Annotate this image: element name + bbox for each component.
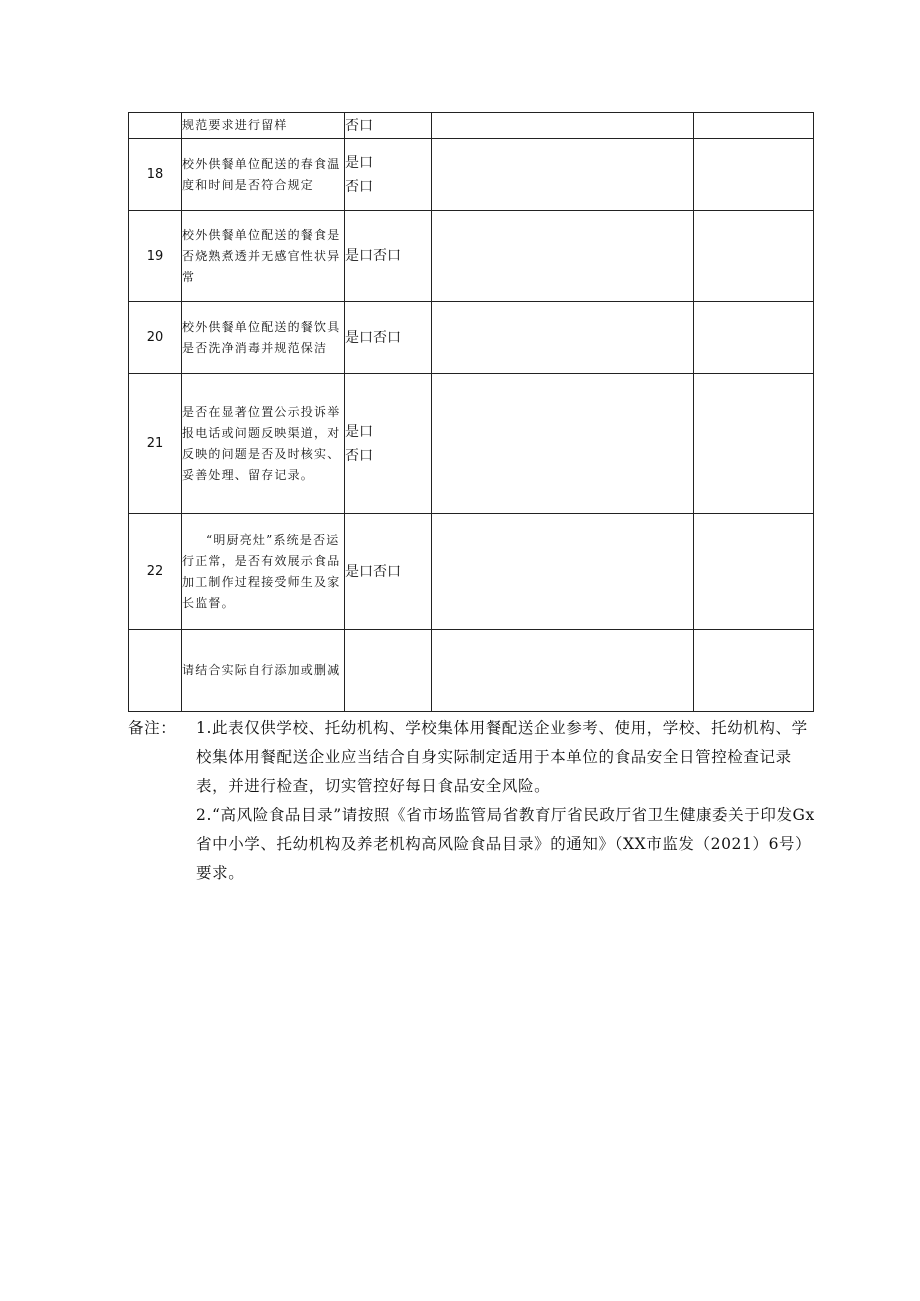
answer-checkbox[interactable]: 是口否口: [345, 514, 432, 630]
record-cell[interactable]: [432, 211, 694, 302]
remark-cell[interactable]: [694, 139, 814, 211]
checklist-sheet: [128, 112, 813, 712]
table-row: [129, 514, 814, 630]
remark-cell[interactable]: [694, 211, 814, 302]
record-cell[interactable]: [432, 302, 694, 374]
record-cell[interactable]: [432, 374, 694, 514]
check-item: “明厨亮灶”系统是否运行正常，是否有效展示食品加工制作过程接受师生及家长监督。: [182, 514, 345, 630]
row-number: 18: [129, 139, 182, 211]
row-number: 21: [129, 374, 182, 514]
check-item: 校外供餐单位配送的春食温度和时间是否符合规定: [182, 139, 345, 211]
remark-cell[interactable]: [694, 374, 814, 514]
check-item: 规范要求进行留样: [182, 113, 345, 139]
answer-checkbox[interactable]: 否口: [345, 113, 432, 139]
remark-cell[interactable]: [694, 113, 814, 139]
remark-item-1: [128, 714, 818, 801]
answer-checkbox[interactable]: 是口否口: [345, 211, 432, 302]
remark-item-2: 2.“高风险食品目录”请按照《省市场监管局省教育厅省民政厅省卫生健康委关于印发Gx省中小学、托幼机构及养老机构高风险食品目录》的通知》（XX市监发（2021）6号）要求。: [196, 806, 815, 882]
table-row: [129, 113, 814, 139]
row-number: [129, 113, 182, 139]
inspection-checklist-table: [128, 112, 814, 712]
row-number: 20: [129, 302, 182, 374]
remark-cell[interactable]: [694, 630, 814, 712]
answer-checkbox[interactable]: 是口否口: [345, 302, 432, 374]
table-row: [129, 302, 814, 374]
record-cell[interactable]: [432, 113, 694, 139]
row-number: 19: [129, 211, 182, 302]
answer-checkbox[interactable]: 是口 否口: [345, 139, 432, 211]
remark-text: 1.此表仅供学校、托幼机构、学校集体用餐配送企业参考、使用，学校、托幼机构、学校集体用餐配送企业应当结合自身实际制定适用于本单位的食品安全日管控检查记录表，并进行检查，切实管控好每日食品安全风险。: [196, 719, 808, 795]
table-row: [129, 211, 814, 302]
row-number: [129, 630, 182, 712]
remark-cell[interactable]: [694, 302, 814, 374]
remark-cell[interactable]: [694, 514, 814, 630]
table-row: [129, 374, 814, 514]
check-item: 请结合实际自行添加或删减: [182, 630, 345, 712]
check-item: 是否在显著位置公示投诉举报电话或问题反映渠道，对反映的问题是否及时核实、妥善处理、留存记录。: [182, 374, 345, 514]
answer-checkbox[interactable]: [345, 630, 432, 712]
record-cell[interactable]: [432, 139, 694, 211]
remarks-label: 备注：: [128, 719, 177, 737]
record-cell[interactable]: [432, 630, 694, 712]
answer-checkbox[interactable]: 是口 否口: [345, 374, 432, 514]
check-item: 校外供餐单位配送的餐食是否烧熟煮透并无感官性状异常: [182, 211, 345, 302]
table-row: [129, 139, 814, 211]
record-cell[interactable]: [432, 514, 694, 630]
check-item: 校外供餐单位配送的餐饮具是否洗净消毒并规范保洁: [182, 302, 345, 374]
row-number: 22: [129, 514, 182, 630]
remarks-section: [128, 714, 818, 888]
table-row: [129, 630, 814, 712]
